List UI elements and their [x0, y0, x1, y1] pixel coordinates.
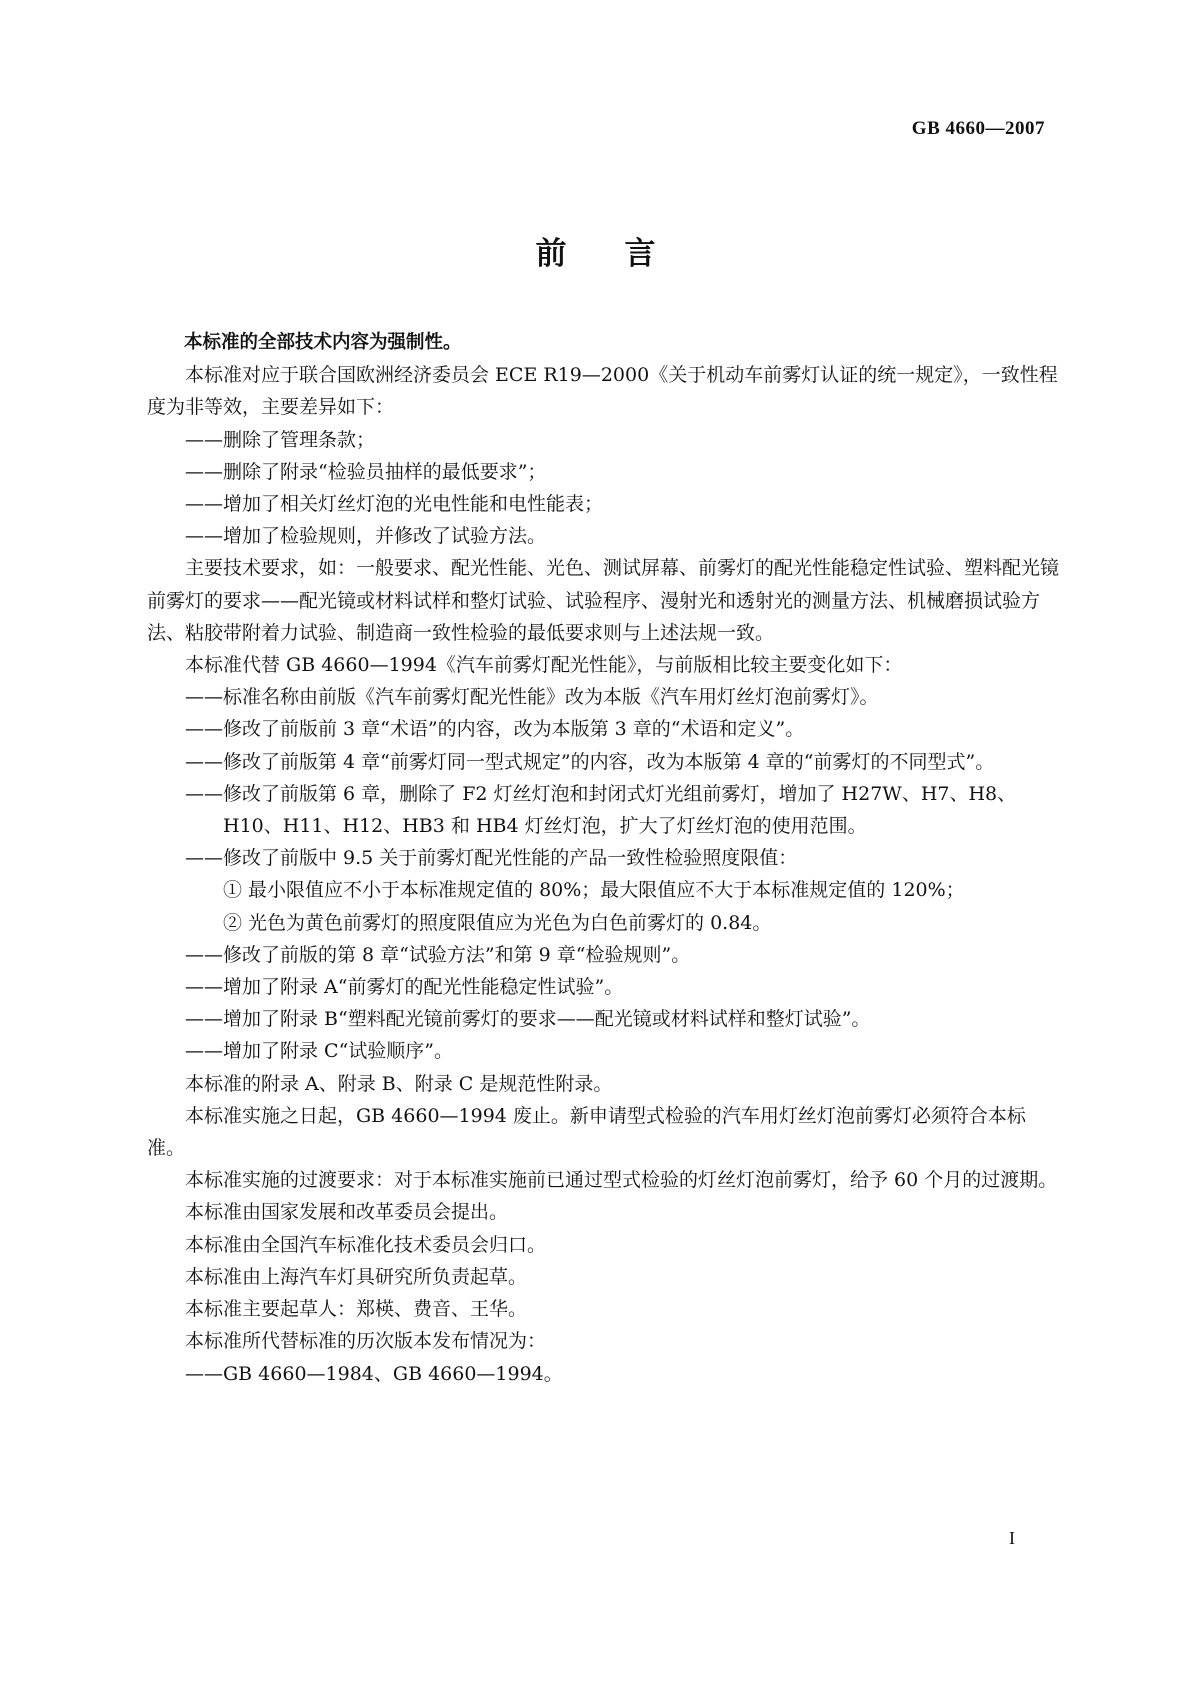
list-item: ——增加了附录 A“前雾灯的配光性能稳定性试验”。 — [185, 976, 624, 999]
standard-code: GB 4660—2007 — [911, 118, 1045, 139]
list-item: ——修改了前版前 3 章“术语”的内容，改为本版第 3 章的“术语和定义”。 — [185, 718, 805, 741]
paragraph: 本标准主要起草人：郑楧、费音、王华。 — [185, 1298, 528, 1321]
list-item: ——增加了附录 B“塑料配光镜前雾灯的要求——配光镜或材料试样和整灯试验”。 — [185, 1008, 871, 1031]
paragraph: 本标准由国家发展和改革委员会提出。 — [185, 1201, 509, 1224]
list-item: ——修改了前版中 9.5 关于前雾灯配光性能的产品一致性检验照度限值： — [185, 847, 798, 870]
paragraph: 本标准实施之日起，GB 4660—1994 废止。新申请型式检验的汽车用灯丝灯泡前雾灯必须符合本标准。 — [147, 1104, 1026, 1160]
list-item: ——GB 4660—1984、GB 4660—1994。 — [185, 1362, 563, 1385]
paragraph: 主要技术要求，如：一般要求、配光性能、光色、测试屏幕、前雾灯的配光性能稳定性试验、塑料配光镜前雾灯的要求——配光镜或材料试样和整灯试验、试验程序、漫射光和透射光的测量方法、机械磨损试验方法、粘胶带附着力试验、制造商一致性检验的最低要求则与上述法规一致。 — [147, 557, 1060, 644]
page-number: I — [1009, 1528, 1015, 1548]
list-item: ——修改了前版第 6 章，删除了 F2 灯丝灯泡和封闭式灯光组前雾灯，增加了 H27W、H7、H8、H10、H11、H12、HB3 和 HB4 灯丝灯泡，扩大了灯丝灯泡的使用范围。 — [185, 782, 1017, 838]
paragraph: 本标准对应于联合国欧洲经济委员会 ECE R19—2000《关于机动车前雾灯认证的统一规定》，一致性程度为非等效，主要差异如下： — [147, 364, 1058, 419]
paragraph: 本标准代替 GB 4660—1994《汽车前雾灯配光性能》，与前版相比较主要变化如下： — [185, 654, 903, 677]
document-body — [147, 327, 1059, 1390]
list-item: ——删除了附录“检验员抽样的最低要求”； — [185, 460, 547, 483]
sub-list-item: ② 光色为黄色前雾灯的照度限值应为光色为白色前雾灯的 0.84。 — [223, 911, 772, 934]
paragraph: 本标准所代替标准的历次版本发布情况为： — [185, 1330, 547, 1353]
paragraph: 本标准的全部技术内容为强制性。 — [184, 332, 462, 353]
list-item: ——增加了检验规则，并修改了试验方法。 — [185, 525, 547, 548]
paragraph: 本标准的附录 A、附录 B、附录 C 是规范性附录。 — [185, 1072, 613, 1095]
paragraph: 本标准由上海汽车灯具研究所负责起草。 — [185, 1265, 528, 1288]
list-item: ——增加了相关灯丝灯泡的光电性能和电性能表； — [185, 493, 604, 516]
list-item: ——删除了管理条款； — [185, 428, 376, 451]
page-title: 前言 — [535, 236, 714, 272]
list-item: ——修改了前版的第 8 章“试验方法”和第 9 章“检验规则”。 — [185, 943, 691, 966]
paragraph: 本标准实施的过渡要求：对于本标准实施前已通过型式检验的灯丝灯泡前雾灯，给予 60 个月的过渡期。 — [185, 1169, 1058, 1192]
list-item: ——增加了附录 C“试验顺序”。 — [185, 1040, 454, 1063]
sub-list-item: ① 最小限值应不小于本标准规定值的 80%；最大限值应不大于本标准规定值的 120%； — [223, 879, 965, 902]
list-item: ——标准名称由前版《汽车前雾灯配光性能》改为本版《汽车用灯丝灯泡前雾灯》。 — [185, 686, 879, 709]
paragraph: 本标准由全国汽车标准化技术委员会归口。 — [185, 1233, 547, 1256]
list-item: ——修改了前版第 4 章“前雾灯同一型式规定”的内容，改为本版第 4 章的“前雾灯的不同型式”。 — [185, 750, 995, 773]
